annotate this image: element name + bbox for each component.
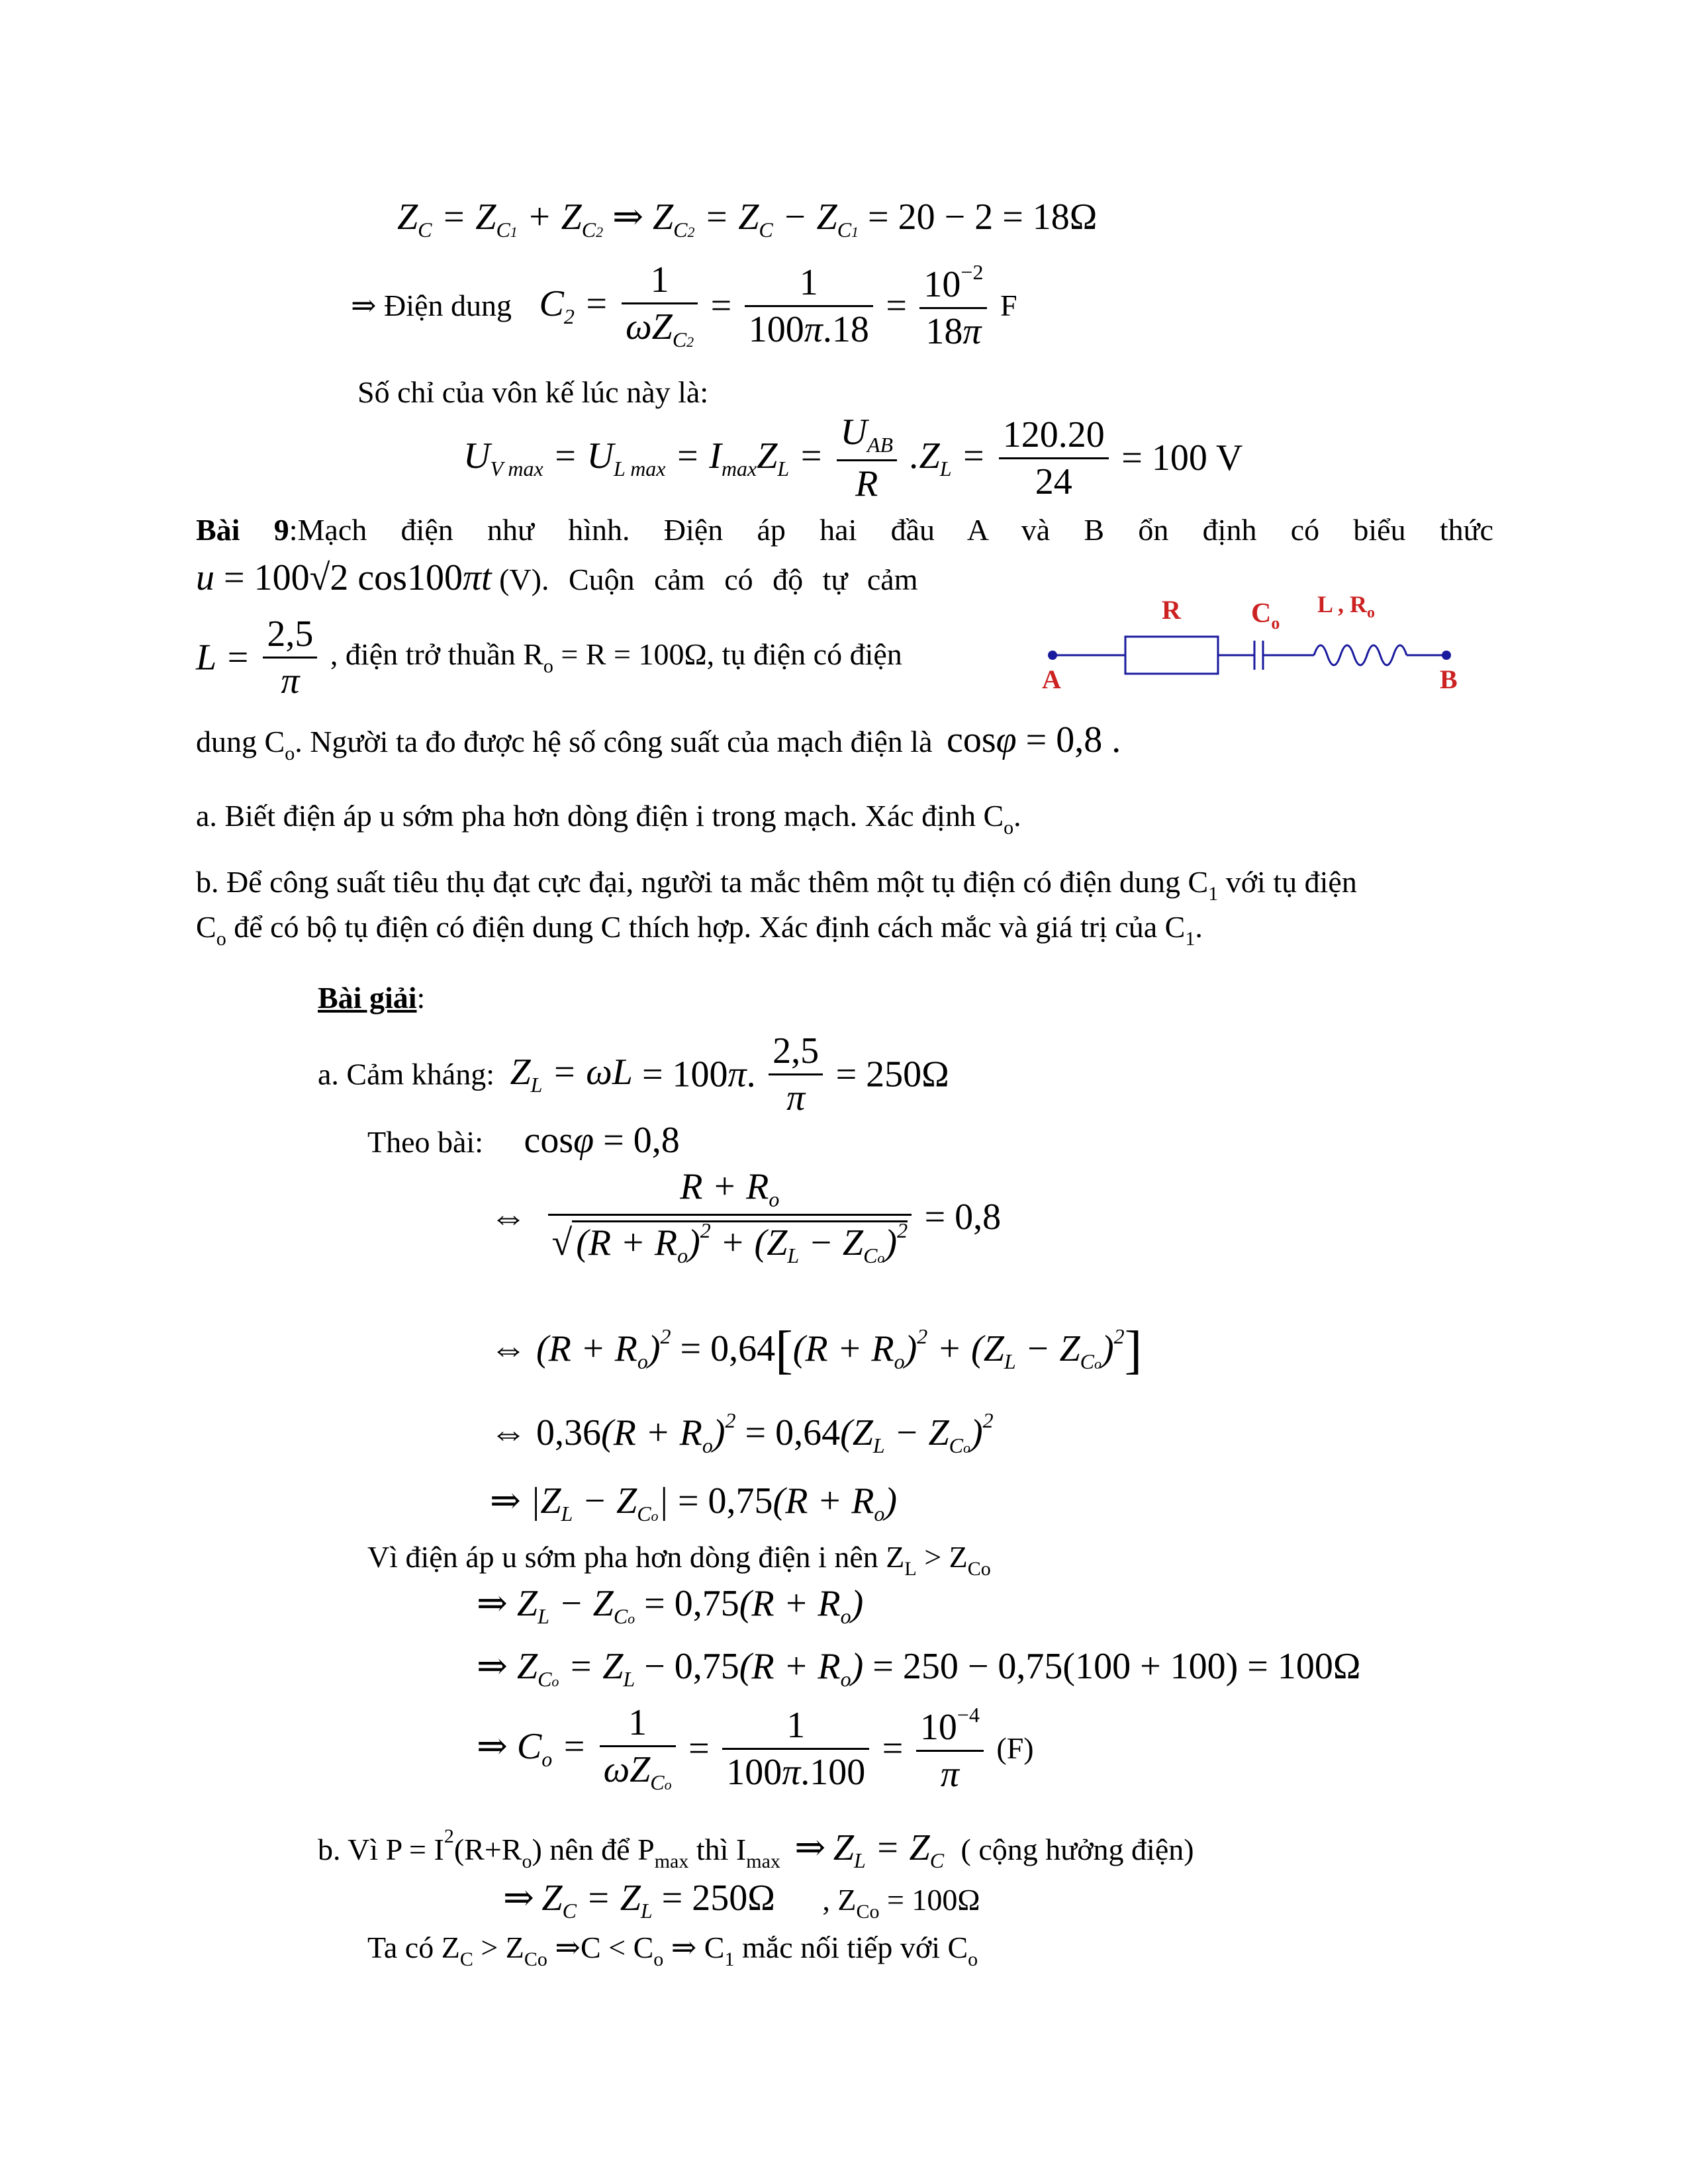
eq-uv-max: $U_{V max} = U_{L max} = I_{max}Z_L$ = $\frac{U_{AB}}{R}$ $.Z_L$ = $\frac{120.20}{24}$ = 100 V [463,412,1243,504]
eq-c2: ⇒ Điện dung $C_2$ = $\frac{1}{\omega Z_{C2}}$ = $\frac{1}{100\pi.18}$ = $\frac{10^{-2}}{18\pi}$ F [351,259,1017,352]
u-expression-line: u = 100√2 cos100πt (V). Cuộn cảm có độ tự cảm [196,557,918,598]
circuit-wire [1053,637,1446,674]
part-a-question: a. Biết điện áp u sớm pha hơn dòng điện i trong mạch. Xác định $C_o$. [196,799,1021,839]
dien-dung-label: ⇒ Điện dung [351,289,512,322]
eq-zl-minus: ⇒ $Z_L - Z_{Co} = 0,75(R + R_o)$ [477,1583,864,1628]
bai9-intro: :Mạch điện như hình. Điện áp hai đầu A và B ổn định có biểu thức [289,513,1494,547]
ta-co-line: Ta có $Z_C > Z_{Co}$ ⇒C < $C_o$ ⇒ $C_1$ mắc nối tiếp với $C_o$ [367,1931,978,1970]
label-node-b: B [1440,664,1458,694]
part-b-question-2: $C_o$ để có bộ tụ điện có điện dung C thích hợp. Xác định cách mắc và giá trị của $C_1$. [196,910,1203,950]
l-text: , điện trở thuần $R_o = R = 100\Omega$, tụ điện có điện [330,637,902,677]
node-b-dot [1442,651,1451,660]
eq-zc-sum: $Z_C = Z_{C1} + Z_{C2}$ ⇒ $Z_{C2} = Z_C - Z_{C1} = 20 - 2 = 18\Omega$ [397,197,1098,242]
node-a-dot [1048,651,1057,660]
vi-dien-ap-line: Vì điện áp u sớm pha hơn dòng điện i nên $Z_L > Z_{Co}$ [367,1540,991,1580]
bai9-title: Bài 9 [196,513,289,547]
bai-giai-heading: Bài giải: [318,981,426,1015]
circuit-diagram [1033,582,1470,695]
label-node-a: A [1042,664,1061,694]
eq-co: ⇒ $C_o$ = $\frac{1}{\omega Z_{Co}}$ = $\frac{1}{100\pi.100}$ = $\frac{10^{-4}}{\pi}$ (F) [477,1702,1034,1795]
label-r: R [1162,595,1181,625]
uv-result: = 100 V [1121,437,1243,478]
theo-bai-line: Theo bài: cosφ = 0,8 [367,1120,680,1161]
l-expression-line: L = $\frac{2,5}{\pi}$ , điện trở thuần $R_o = R = 100\Omega$, tụ điện có điện [196,614,902,702]
zc-zl-line: ⇒ $Z_C = Z_L = 250\Omega$ , $Z_{Co} = 100\Omega$ [503,1878,980,1923]
resistor-r [1125,637,1218,674]
cam-khang-line: a. Cảm kháng: $Z_L = \omega L = 100\pi$. $\frac{2,5}{\pi}$ = 250Ω [318,1030,949,1118]
eq-square-1: ⇔ $(R + R_o)^2 = 0,64[(R + R_o)^2 + (Z_L - Z_{Co})^2]$ [490,1321,1143,1379]
part-b-question-1: b. Để công suất tiêu thụ đạt cực đại, người ta mắc thêm một tụ điện có điện dung $C_1$ với tụ điện [196,865,1357,905]
eq-abs: ⇒ $|Z_L - Z_{Co}| = 0,75(R + R_o)$ [490,1480,898,1525]
label-l-ro: L , $R_o$ [1317,591,1376,621]
sol-b-line: b. Vì $P = I^2(R+R_o)$ nên để $P_{max}$ thì $I_{max}$ ⇒ $Z_L = Z_C$ ( cộng hưởng điện) [318,1825,1194,1872]
dung-co-line: dung $C_o$. Người ta đo được hệ số công suất của mạch điện là cosφ = 0,8 . [196,719,1121,764]
so-chi-text: Số chỉ của vôn kế lúc này là: [357,375,709,409]
inductor-coil [1314,645,1407,665]
u-expr-unit: (V). Cuộn cảm có độ tự cảm [499,563,918,596]
eq-zco: ⇒ $Z_{Co} = Z_L - 0,75(R + R_o) = 250 - 0,75(100 + 100) = 100\Omega$ [477,1646,1361,1691]
eq-square-2: ⇔ $0,36(R + R_o)^2 = 0,64(Z_L - Z_{Co})^2$ [490,1408,994,1457]
label-co: $C_o$ [1251,598,1280,633]
c2-unit: F [1000,289,1017,322]
bai9-line [196,510,1493,551]
eq-cos-fraction: ⇔ $\frac{R + R_o}{√ (R + R_o)^2 + (Z_L - Z_{Co})^2}$ = 0,8 [490,1166,1002,1267]
